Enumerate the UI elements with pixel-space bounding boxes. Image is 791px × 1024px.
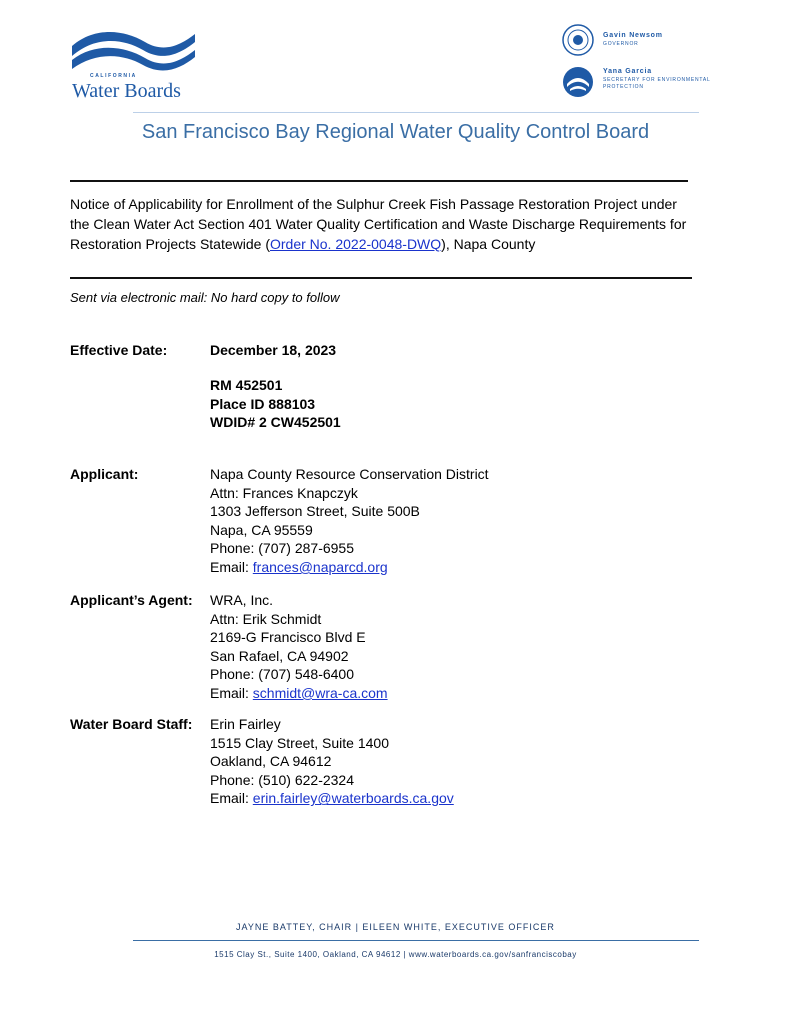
effective-date-value: December 18, 2023 (210, 342, 337, 358)
staff-line: Phone: (510) 622-2324 (210, 771, 354, 788)
state-seal-icon (562, 24, 594, 56)
staff-line: Oakland, CA 94612 (210, 753, 332, 770)
email-prefix: Email: (210, 790, 253, 807)
notice-top-rule (70, 180, 688, 182)
footer-officers: JAYNE BATTEY, CHAIR | EILEEN WHITE, EXECUTIVE OFFICER (236, 922, 555, 932)
applicant-email-line (210, 558, 489, 577)
place-id: Place ID 888103 (210, 395, 316, 412)
email-prefix: Email: (210, 558, 253, 575)
applicant-line: Napa, CA 95559 (210, 521, 313, 538)
logo-california-text: CALIFORNIA (90, 73, 137, 79)
applicant-line: Phone: (707) 287-6955 (210, 540, 354, 557)
wdid-number: WDID# 2 CW452501 (210, 414, 341, 431)
agent-line: Attn: Erik Schmidt (210, 610, 322, 627)
notice-text-before: Notice of Applicability for Enrollment of the Sulphur Creek Fish Passage Restoration Project under the Clean Water Act Section 401 Water Quality Certification and Waste Discharge Requirements for Restoration Projects Statewide ( (70, 196, 687, 252)
secretary-name: Yana Garcia (603, 68, 652, 75)
agent-block (210, 591, 388, 703)
applicant-line: Napa County Resource Conservation District (210, 466, 489, 482)
logo-water-boards-text: Water Boards (72, 80, 181, 102)
notice-bottom-rule (70, 277, 692, 279)
agent-line: 2169-G Francisco Blvd E (210, 629, 366, 646)
notice-title (70, 194, 700, 254)
staff-label: Water Board Staff: (70, 716, 193, 732)
applicant-block (210, 465, 489, 577)
governor-name: Gavin Newsom (603, 32, 663, 39)
staff-block (210, 715, 454, 808)
rm-number: RM 452501 (210, 377, 283, 393)
staff-email-link[interactable]: erin.fairley@waterboards.ca.gov (252, 790, 454, 807)
footer-address: 1515 Clay St., Suite 1400, Oakland, CA 94612 | www.waterboards.ca.gov/sanfranciscobay (214, 950, 577, 959)
agent-email-line (210, 684, 388, 703)
staff-email-line (210, 789, 454, 808)
email-prefix: Email: (210, 684, 253, 701)
calepa-seal-icon (562, 66, 594, 98)
agent-line: Phone: (707) 548-6400 (210, 666, 354, 683)
header-divider (133, 112, 699, 113)
order-link[interactable]: Order No. 2022-0048-DWQ (269, 236, 442, 252)
notice-text-after: ), Napa County (441, 236, 536, 252)
staff-line: Erin Fairley (210, 716, 281, 732)
effective-date-label: Effective Date: (70, 342, 168, 358)
staff-line: 1515 Clay Street, Suite 1400 (210, 734, 390, 751)
sent-via-note: Sent via electronic mail: No hard copy to follow (70, 290, 340, 305)
governor-title: GOVERNOR (603, 41, 639, 47)
applicant-line: Attn: Frances Knapczyk (210, 484, 358, 501)
board-title: San Francisco Bay Regional Water Quality Control Board (141, 121, 650, 143)
footer-divider (133, 940, 699, 941)
applicant-label: Applicant: (70, 466, 139, 482)
secretary-title: SECRETARY FOR ENVIRONMENTAL PROTECTION (603, 77, 711, 90)
agent-line: San Rafael, CA 94902 (210, 647, 349, 664)
agent-line: WRA, Inc. (210, 592, 274, 608)
applicant-line: 1303 Jefferson Street, Suite 500B (210, 503, 420, 520)
agent-label: Applicant’s Agent: (70, 592, 193, 608)
agent-email-link[interactable]: schmidt@wra-ca.com (252, 684, 388, 701)
applicant-email-link[interactable]: frances@naparcd.org (252, 558, 388, 575)
